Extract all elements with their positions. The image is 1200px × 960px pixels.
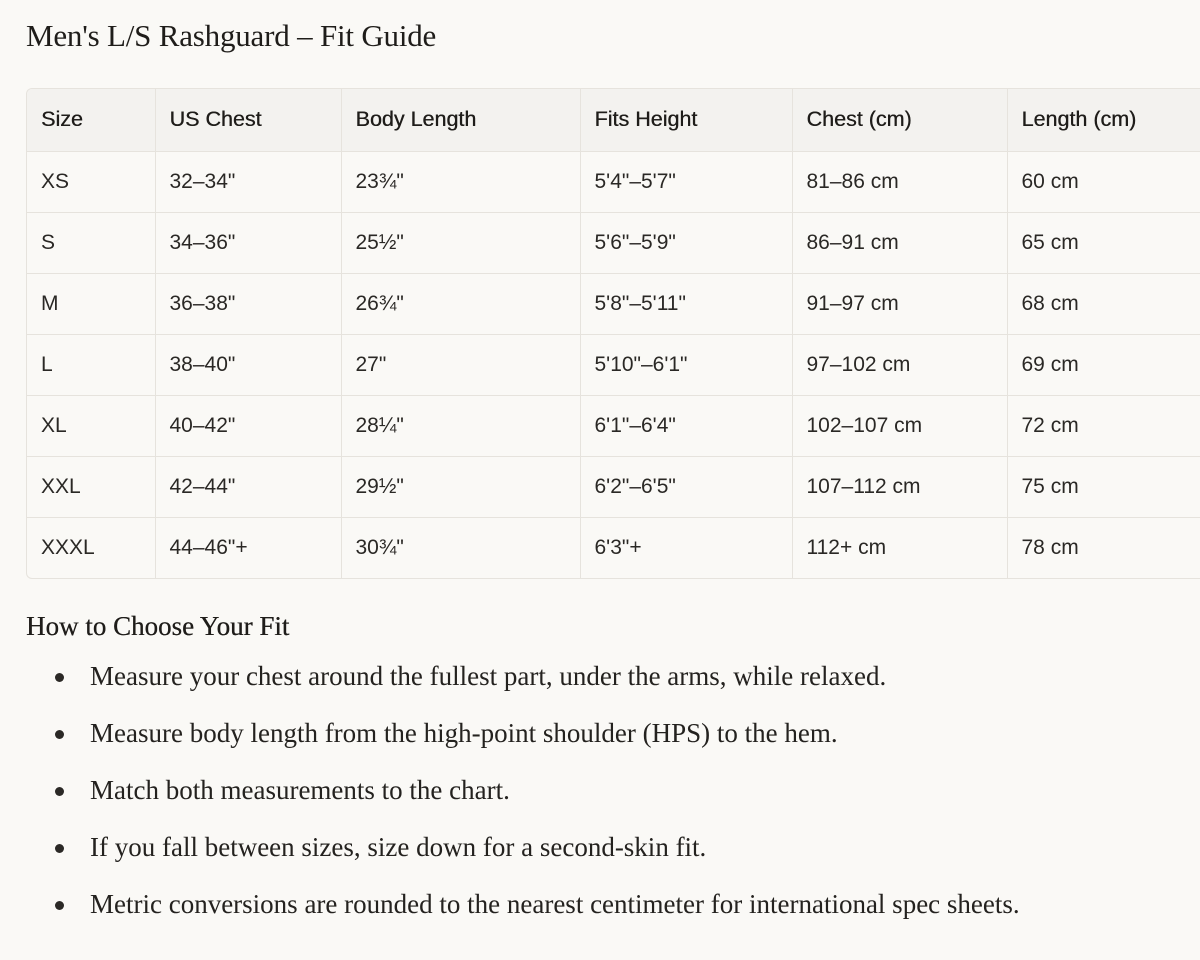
cell-body-length: 26¾" xyxy=(341,273,580,334)
header-size: Size xyxy=(27,89,155,151)
list-item xyxy=(0,762,1200,819)
cell-length-cm: 65 cm xyxy=(1007,212,1200,273)
cell-fits-height: 5'8"–5'11" xyxy=(580,273,792,334)
tip-text: Metric conversions are rounded to the nearest centimeter for international spec sheets. xyxy=(90,889,1020,919)
cell-body-length: 25½" xyxy=(341,212,580,273)
cell-body-length: 28¼" xyxy=(341,395,580,456)
cell-size: XXL xyxy=(27,456,155,517)
cell-length-cm: 68 cm xyxy=(1007,273,1200,334)
cell-chest-cm: 112+ cm xyxy=(792,517,1007,578)
bullet-icon xyxy=(55,673,64,682)
cell-body-length: 27" xyxy=(341,334,580,395)
cell-size: L xyxy=(27,334,155,395)
fit-section-heading: How to Choose Your Fit xyxy=(26,611,290,641)
table-row xyxy=(27,517,1200,578)
cell-chest-cm: 102–107 cm xyxy=(792,395,1007,456)
header-length-cm: Length (cm) xyxy=(1007,89,1200,151)
cell-us-chest: 42–44" xyxy=(155,456,341,517)
cell-chest-cm: 86–91 cm xyxy=(792,212,1007,273)
table-row xyxy=(27,395,1200,456)
header-fits-height: Fits Height xyxy=(580,89,792,151)
table-row xyxy=(27,456,1200,517)
table-row xyxy=(27,151,1200,212)
bullet-icon xyxy=(55,901,64,910)
table-row xyxy=(27,273,1200,334)
cell-length-cm: 78 cm xyxy=(1007,517,1200,578)
bullet-icon xyxy=(55,787,64,796)
cell-us-chest: 40–42" xyxy=(155,395,341,456)
table-row xyxy=(27,212,1200,273)
cell-body-length: 29½" xyxy=(341,456,580,517)
cell-us-chest: 36–38" xyxy=(155,273,341,334)
list-item xyxy=(0,705,1200,762)
header-chest-cm: Chest (cm) xyxy=(792,89,1007,151)
tip-text: Measure body length from the high-point shoulder (HPS) to the hem. xyxy=(90,718,838,748)
cell-chest-cm: 97–102 cm xyxy=(792,334,1007,395)
cell-fits-height: 5'10"–6'1" xyxy=(580,334,792,395)
page-title: Men's L/S Rashguard – Fit Guide xyxy=(26,18,437,53)
header-body-length: Body Length xyxy=(341,89,580,151)
cell-length-cm: 60 cm xyxy=(1007,151,1200,212)
table-row xyxy=(27,334,1200,395)
cell-chest-cm: 81–86 cm xyxy=(792,151,1007,212)
cell-length-cm: 72 cm xyxy=(1007,395,1200,456)
cell-size: M xyxy=(27,273,155,334)
header-us-chest: US Chest xyxy=(155,89,341,151)
cell-fits-height: 6'1"–6'4" xyxy=(580,395,792,456)
cell-length-cm: 69 cm xyxy=(1007,334,1200,395)
cell-us-chest: 32–34" xyxy=(155,151,341,212)
tip-text: If you fall between sizes, size down for a second-skin fit. xyxy=(90,832,707,862)
cell-body-length: 23¾" xyxy=(341,151,580,212)
list-item xyxy=(0,819,1200,876)
cell-fits-height: 5'4"–5'7" xyxy=(580,151,792,212)
list-item xyxy=(0,648,1200,705)
tip-text: Match both measurements to the chart. xyxy=(90,775,510,805)
tip-text: Measure your chest around the fullest part, under the arms, while relaxed. xyxy=(90,661,887,691)
cell-us-chest: 34–36" xyxy=(155,212,341,273)
size-chart-table xyxy=(26,88,1200,579)
cell-size: XS xyxy=(27,151,155,212)
cell-size: XXXL xyxy=(27,517,155,578)
table-header-row xyxy=(27,89,1200,151)
cell-length-cm: 75 cm xyxy=(1007,456,1200,517)
cell-us-chest: 44–46"+ xyxy=(155,517,341,578)
cell-chest-cm: 107–112 cm xyxy=(792,456,1007,517)
bullet-icon xyxy=(55,844,64,853)
cell-body-length: 30¾" xyxy=(341,517,580,578)
cell-fits-height: 6'2"–6'5" xyxy=(580,456,792,517)
cell-fits-height: 5'6"–5'9" xyxy=(580,212,792,273)
list-item xyxy=(0,876,1200,933)
cell-size: S xyxy=(27,212,155,273)
cell-us-chest: 38–40" xyxy=(155,334,341,395)
cell-chest-cm: 91–97 cm xyxy=(792,273,1007,334)
fit-tips-list xyxy=(0,648,1200,933)
cell-fits-height: 6'3"+ xyxy=(580,517,792,578)
cell-size: XL xyxy=(27,395,155,456)
bullet-icon xyxy=(55,730,64,739)
